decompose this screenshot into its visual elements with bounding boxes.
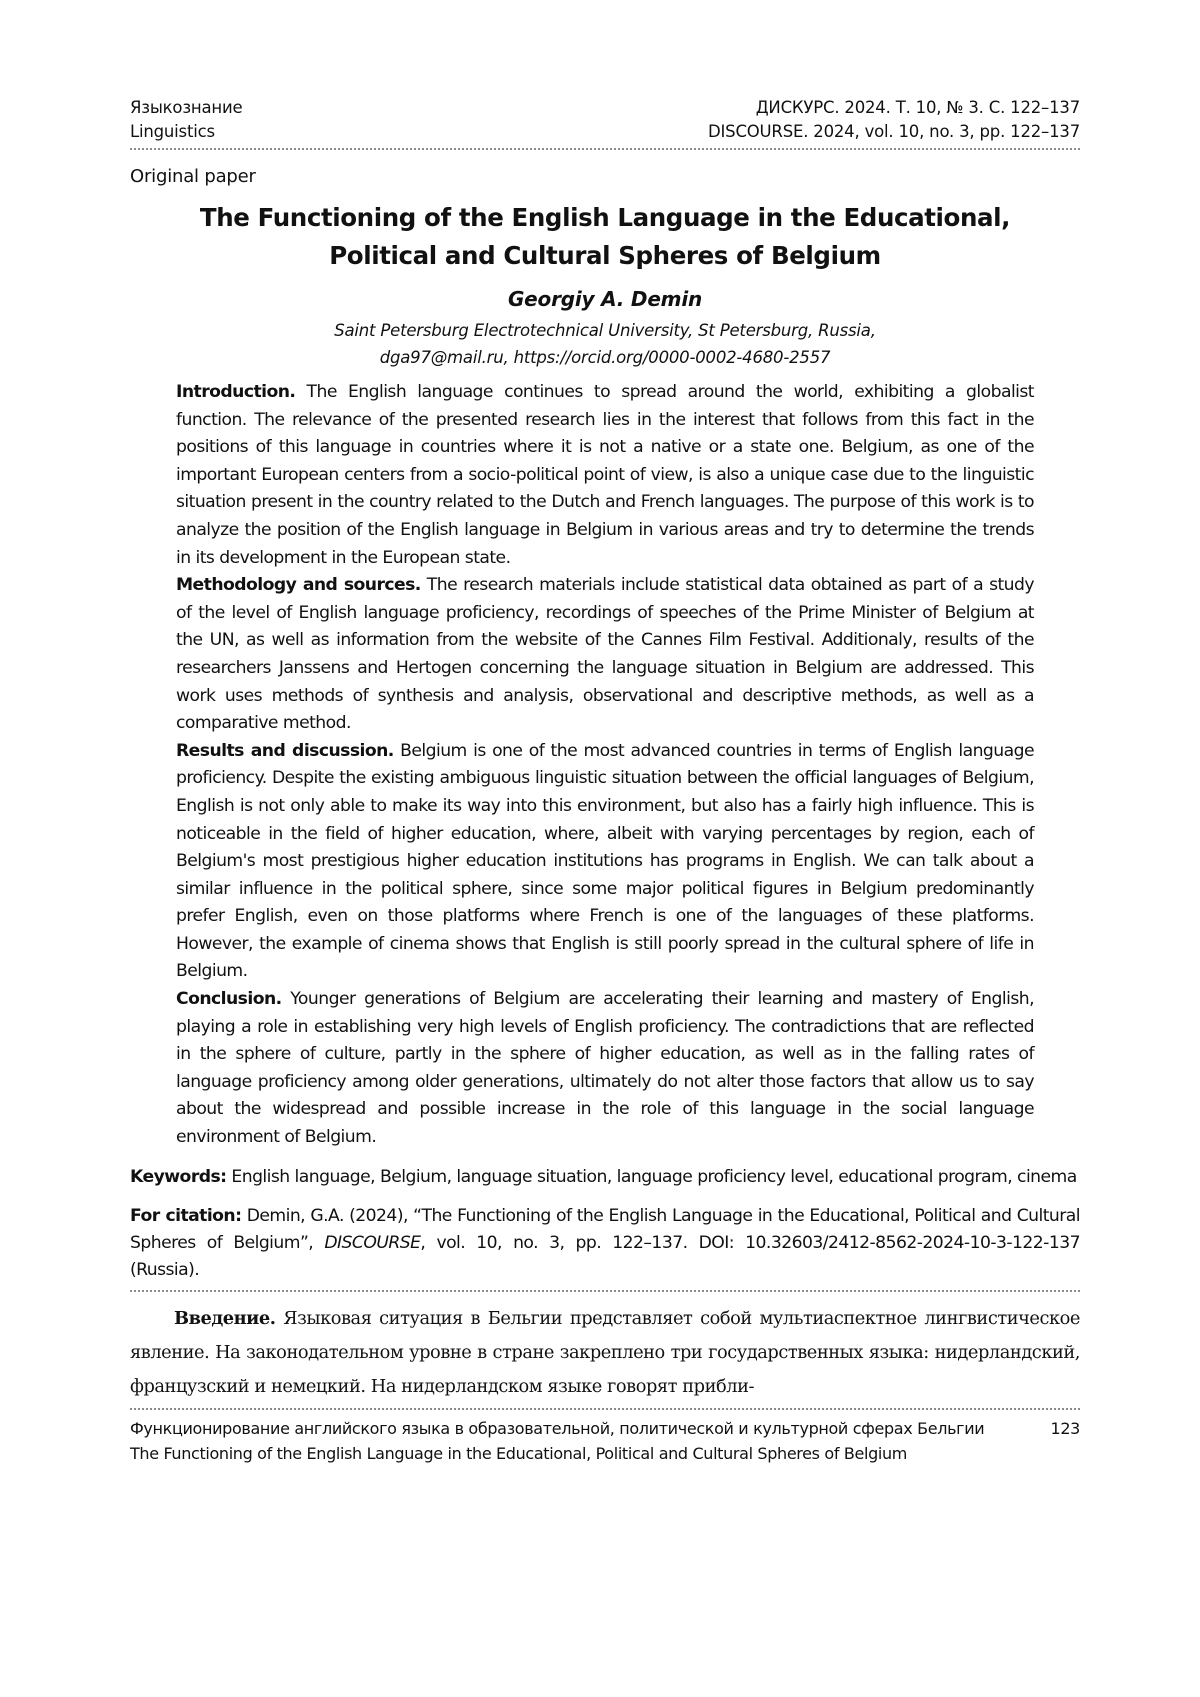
- keywords: [130, 1164, 1080, 1191]
- keywords-label: Keywords:: [130, 1166, 227, 1187]
- running-footer: [130, 1416, 1080, 1466]
- running-header-ru-row: [130, 96, 1080, 120]
- page-number: 123: [1050, 1418, 1080, 1438]
- header-divider: [130, 148, 1080, 150]
- paper-type: Original paper: [130, 166, 256, 187]
- body-text-ru: [130, 1302, 1080, 1404]
- paper-page: [130, 96, 1080, 1466]
- abstract-methodology: [176, 572, 1034, 738]
- abstract-introduction: [176, 379, 1034, 572]
- abstract-label-results: Results and discussion.: [176, 740, 394, 761]
- abstract-text-results: Belgium is one of the most advanced countries in terms of English language proficiency. Despite the existing ambiguous linguistic situation between the official languages of Belgium, English is not only able to make its way into this environment, but also has a fairly high influence. This is noticeable in the field of higher education, where, albeit with varying percentages by region, each of Belgium's most prestigious higher education institutions has programs in English. We can talk about a similar influence in the political sphere, since some major political figures in Belgium predominantly prefer English, even on those platforms where French is one of the languages of these platforms. However, the example of cinema shows that English is still poorly spread in the cultural sphere of life in Belgium.: [176, 740, 1034, 982]
- abstract: [176, 379, 1034, 1152]
- footer-title-ru: Функционирование английского языка в образовательной, политической и культурной сферах Бельгии: [130, 1418, 985, 1438]
- paper-title: [130, 199, 1080, 275]
- title-line-1: The Functioning of the English Language in the Educational,: [199, 203, 1011, 232]
- section-name-en: Linguistics: [130, 122, 215, 141]
- citation: [130, 1203, 1080, 1284]
- affiliation-line-1: Saint Petersburg Electrotechnical University, St Petersburg, Russia,: [334, 321, 876, 340]
- citation-journal: DISCOURSE: [324, 1232, 421, 1253]
- abstract-text-introduction: The English language continues to spread around the world, exhibiting a globalist function. The relevance of the presented research lies in the interest that follows from this fact in the positions of this language in countries where it is not a native or a state one. Belgium, as one of the important European centers from a socio-political point of view, is also a unique case due to the linguistic situation present in the country related to the Dutch and French languages. The purpose of this work is to analyze the position of the English language in Belgium in various areas and try to determine the trends in its development in the European state.: [176, 382, 1034, 568]
- journal-ref-ru: ДИСКУРС. 2024. Т. 10, № 3. С. 122–137: [755, 98, 1080, 117]
- author-affiliation: [130, 317, 1080, 371]
- title-line-2: Political and Cultural Spheres of Belgium: [329, 241, 881, 270]
- running-header-en-row: [130, 120, 1080, 144]
- body-paragraph-ru: Языковая ситуация в Бельгии представляет собой мультиаспектное лингвистическое явление. На законодательном уровне в стране закреплено три государственных языка: нидерландский, французский и немецкий. На нидерландском языке говорят прибли-: [130, 1307, 1080, 1397]
- abstract-label-methodology: Methodology and sources.: [176, 575, 421, 596]
- body-label-ru: Введение.: [174, 1307, 276, 1329]
- keywords-text: English language, Belgium, language situation, language proficiency level, educational program, cinema: [226, 1166, 1077, 1187]
- citation-text-a: Demin, G.A. (2024), “The Functioning of the English Language in the Educational, Political and Cultural Spheres of Belgium”,: [130, 1205, 1080, 1253]
- abstract-text-conclusion: Younger generations of Belgium are accelerating their learning and mastery of English, playing a role in establishing very high levels of English proficiency. The contradictions that are reflected in the sphere of culture, partly in the sphere of higher education, as well as in the falling rates of language proficiency among older generations, ultimately do not alter those factors that allow us to say about the widespread and possible increase in the role of this language in the social language environment of Belgium.: [176, 989, 1034, 1148]
- author-name: Georgiy A. Demin: [507, 287, 703, 311]
- section-name-ru: Языкознание: [130, 98, 243, 117]
- journal-ref-en: DISCOURSE. 2024, vol. 10, no. 3, pp. 122–137: [708, 122, 1080, 141]
- abstract-conclusion: [176, 986, 1034, 1152]
- abstract-label-conclusion: Conclusion.: [176, 989, 282, 1010]
- citation-label: For citation:: [130, 1205, 242, 1226]
- footer-title-en: The Functioning of the English Language in the Educational, Political and Cultural Spheres of Belgium: [130, 1443, 908, 1463]
- abstract-text-methodology: The research materials include statistical data obtained as part of a study of the level of English language proficiency, recordings of speeches of the Prime Minister of Belgium at the UN, as well as information from the website of the Cannes Film Festival. Additionaly, results of the researchers Janssens and Hertogen concerning the language situation in Belgium are addressed. This work uses methods of synthesis and analysis, observational and descriptive methods, as well as a comparative method.: [176, 575, 1034, 734]
- citation-text-b: , vol. 10, no. 3, pp. 122–137. DOI: 10.32603/2412-8562-2024-10-3-122-137 (Russia).: [130, 1232, 1080, 1280]
- abstract-results: [176, 738, 1034, 986]
- affiliation-line-2: dga97@mail.ru, https://orcid.org/0000-0002-4680-2557: [379, 348, 831, 367]
- footer-divider: [130, 1408, 1080, 1410]
- abstract-label-introduction: Introduction.: [176, 382, 296, 402]
- citation-divider: [130, 1290, 1080, 1292]
